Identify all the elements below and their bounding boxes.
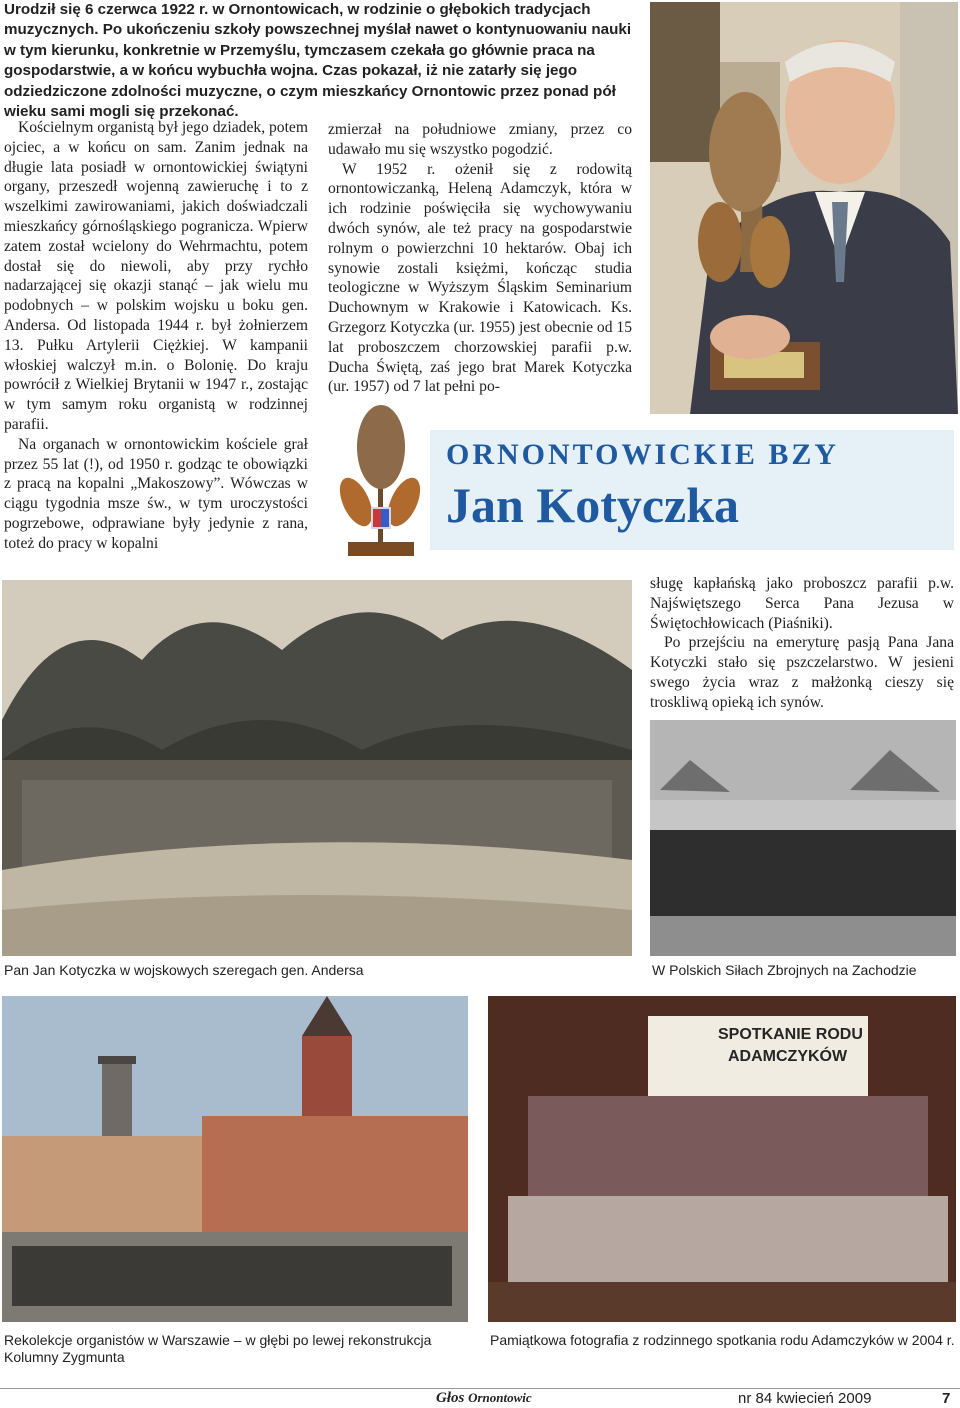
trophy-illustration xyxy=(338,402,424,558)
army-group-photo xyxy=(2,580,632,956)
footer-logo xyxy=(436,1390,532,1407)
banner-line-2: ADAMCZYKÓW xyxy=(728,1048,848,1065)
column-3-paragraph-2: Po przejściu na emeryturę pasją Pana Jana Kotyczki stało się pszczelarstwo. W jesieni swego życia wraz z małżonką cieszy się troskliwą opieką ich synów. xyxy=(650,634,954,711)
footer-logo-main: Głos xyxy=(436,1390,465,1406)
footer-rule xyxy=(0,1388,960,1389)
column-3-paragraph-1: sługę kapłańską jako proboszcz parafii p.w. Najświętszego Serca Pana Jezusa w Świętochłowicach (Piaśniki). xyxy=(650,575,954,632)
lead-paragraph: Urodził się 6 czerwca 1922 r. w Ornontowicach, w rodzinie o głębokich tradycjach muzycznych. Po ukończeniu szkoły powszechnej myślał nawet o kontynuowaniu nauki w tym kierunku, konkretnie w Przemyślu, tymczasem czekała go głównie praca na gospodarstwie, a w końcu wybuchła wojna. Czas pokazał, iż nie zatarły się jego odziedziczone zdolności muzyczne, o czym mieszkańcy Ornontowic przez ponad pół wieku sami mogli się przekonać. xyxy=(4,1,632,121)
article-column-2 xyxy=(328,120,632,397)
family-photo-illustration xyxy=(488,996,956,1322)
page-number: 7 xyxy=(942,1390,951,1407)
army-photo-illustration xyxy=(2,580,632,956)
lilac-trophy-image xyxy=(338,402,424,558)
footer-issue: nr 84 kwiecień 2009 xyxy=(738,1390,872,1407)
warsaw-photo xyxy=(2,996,468,1322)
west-photo-illustration xyxy=(650,720,956,956)
column-1-paragraph-1: Kościelnym organistą był jego dziadek, potem ojciec, a w końcu on sam. Zanim jednak na długie lata posiadł w ornontowickiej świątyni organy, przeszedł wojenną zawieruchę i to z wszelkimi zawirowaniami, jakich doświadczali mieszkańcy górnośląskiego pogranicza. Wpierw zatem został wcielony do Wehrmachtu, potem dostał się do niewoli, aby przy rychło nadarzającej się okazji stanąć – jak wielu mu podobnych – w polskim wojsku u boku gen. Andersa. Od listopada 1944 r. był żołnierzem 13. Pułku Artylerii Ciężkiej. W kampanii włoskiej walczył m.in. o Bolonię. Do kraju powrócił z Wielkiej Brytanii w 1947 r., zostając w tym samym roku organistą w rodzinnej parafii. xyxy=(4,119,308,433)
warsaw-photo-caption: Rekolekcje organistów w Warszawie – w głębi po lewej rekonstrukcja Kolumny Zygmunta xyxy=(4,1332,432,1365)
article-title: Jan Kotyczka xyxy=(446,477,740,533)
column-2-paragraph-1: zmierzał na południowe zmiany, przez co udawało mu się wszystko pogodzić. xyxy=(328,121,632,158)
column-2-paragraph-2: W 1952 r. ożenił się z rodowitą ornontowiczanką, Heleną Adamczyk, która w ich rodzinie poświęciła się wychowywaniu dwóch synów, ale też pracy na gospodarstwie rolnym o powierzchni 10 hektarów. Obaj ich synowie zostali księżmi, kończąc studia teologiczne w Wyższym Śląskim Seminarium Duchownym w Krakowie i Katowicach. Ks. Grzegorz Kotyczka (ur. 1955) jest obecnie od 15 lat proboszczem chorzowskiej parafii p.w. Ducha Świętą, zaś jego brat Marek Kotyczka (ur. 1957) od 7 lat pełni po- xyxy=(328,160,632,396)
series-title: ORNONTOWICKIE BZY xyxy=(446,438,840,471)
banner-line-1: SPOTKANIE RODU xyxy=(718,1026,863,1043)
west-photo-caption: W Polskich Siłach Zbrojnych na Zachodzie xyxy=(652,962,917,978)
article-column-3 xyxy=(650,574,954,713)
column-1-paragraph-2: Na organach w ornontowickim kościele grał przez 55 lat (!), od 1950 r. godząc te obowiązki z pracą na kopalni „Makoszowy”. Wówczas w ciągu tygodnia msze św., w tym uroczystości pogrzebowe, odprawiane były jedynie z rana, toteż do pracy w kopalni xyxy=(4,435,308,552)
portrait-photo xyxy=(650,2,958,414)
footer-logo-sub: Ornontowic xyxy=(468,1390,532,1405)
portrait-illustration xyxy=(650,2,958,414)
article-column-1 xyxy=(4,118,308,554)
warsaw-photo-illustration xyxy=(2,996,468,1322)
family-photo-caption: Pamiątkowa fotografia z rodzinnego spotkania rodu Adamczyków w 2004 r. xyxy=(490,1332,955,1348)
army-photo-caption: Pan Jan Kotyczka w wojskowych szeregach gen. Andersa xyxy=(4,962,364,978)
family-photo xyxy=(488,996,956,1322)
west-forces-photo xyxy=(650,720,956,956)
